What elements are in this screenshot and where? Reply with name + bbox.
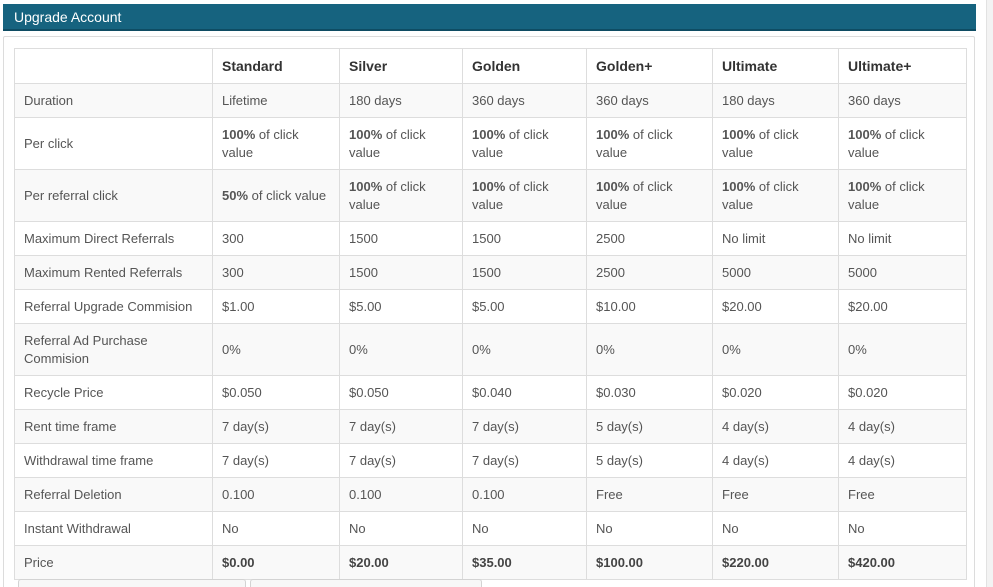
row-label: Referral Deletion (15, 478, 213, 512)
table-cell: 360 days (463, 84, 587, 118)
table-cell (587, 170, 713, 222)
table-cell: 300 (213, 222, 340, 256)
table-cell: 0% (340, 324, 463, 376)
cell-suffix: of click value (472, 178, 549, 212)
table-cell: 0% (839, 324, 967, 376)
table-row (15, 222, 967, 256)
table-cell: 4 day(s) (839, 444, 967, 478)
price-ultimate: $220.00 (713, 546, 839, 580)
percent-value: 100% (848, 126, 882, 142)
column-header-standard: Standard (213, 49, 340, 84)
table-cell: 1500 (463, 256, 587, 290)
percent-value: 100% (472, 126, 506, 142)
page-scrollbar[interactable] (986, 0, 993, 587)
table-cell: 5 day(s) (587, 410, 713, 444)
table-cell: No (213, 512, 340, 546)
table-cell: 0.100 (340, 478, 463, 512)
price-standard: $0.00 (213, 546, 340, 580)
percent-value: 100% (596, 178, 630, 194)
table-cell (713, 170, 839, 222)
table-cell: $0.020 (713, 376, 839, 410)
cell-suffix: of click value (596, 126, 673, 160)
percent-value: 100% (349, 126, 383, 142)
table-cell: $20.00 (839, 290, 967, 324)
table-cell: 7 day(s) (463, 410, 587, 444)
bottom-tab[interactable] (250, 579, 482, 587)
table-cell: 7 day(s) (340, 410, 463, 444)
table-row (15, 290, 967, 324)
table-cell: 0.100 (213, 478, 340, 512)
table-row (15, 324, 967, 376)
table-row (15, 546, 967, 580)
table-row (15, 84, 967, 118)
row-label: Referral Upgrade Commision (15, 290, 213, 324)
table-cell: Lifetime (213, 84, 340, 118)
table-cell: 5000 (713, 256, 839, 290)
table-cell: $5.00 (463, 290, 587, 324)
row-label: Rent time frame (15, 410, 213, 444)
row-label: Maximum Rented Referrals (15, 256, 213, 290)
cell-suffix: of click value (848, 178, 925, 212)
table-cell (587, 118, 713, 170)
table-cell: 1500 (340, 256, 463, 290)
table-cell (713, 118, 839, 170)
table-cell: 7 day(s) (340, 444, 463, 478)
table-cell: 1500 (463, 222, 587, 256)
table-row (15, 478, 967, 512)
row-label: Maximum Direct Referrals (15, 222, 213, 256)
table-cell: 7 day(s) (213, 444, 340, 478)
percent-value: 100% (722, 126, 756, 142)
table-cell (463, 170, 587, 222)
cell-suffix: of click value (722, 126, 799, 160)
table-cell (463, 118, 587, 170)
table-cell: $0.050 (340, 376, 463, 410)
table-cell: 300 (213, 256, 340, 290)
cell-suffix: of click value (722, 178, 799, 212)
percent-value: 100% (596, 126, 630, 142)
table-cell: Free (587, 478, 713, 512)
panel-title: Upgrade Account (3, 4, 976, 31)
table-row (15, 444, 967, 478)
table-cell: 360 days (839, 84, 967, 118)
table-cell: 7 day(s) (213, 410, 340, 444)
table-cell: $20.00 (713, 290, 839, 324)
row-label: Withdrawal time frame (15, 444, 213, 478)
cell-suffix: of click value (248, 187, 327, 203)
cell-suffix: of click value (222, 126, 299, 160)
table-cell: $10.00 (587, 290, 713, 324)
table-cell: No limit (713, 222, 839, 256)
table-row (15, 512, 967, 546)
table-row (15, 170, 967, 222)
column-header-empty (15, 49, 213, 84)
table-cell (213, 118, 340, 170)
table-cell: $0.030 (587, 376, 713, 410)
percent-value: 100% (472, 178, 506, 194)
table-cell: 7 day(s) (463, 444, 587, 478)
bottom-tab[interactable] (18, 579, 246, 587)
column-header-ultimate-plus: Ultimate+ (839, 49, 967, 84)
table-cell: $5.00 (340, 290, 463, 324)
table-cell: 180 days (340, 84, 463, 118)
percent-value: 100% (349, 178, 383, 194)
table-cell (839, 118, 967, 170)
column-header-golden-plus: Golden+ (587, 49, 713, 84)
table-row (15, 256, 967, 290)
column-header-golden: Golden (463, 49, 587, 84)
table-cell (340, 170, 463, 222)
table-cell: 0% (713, 324, 839, 376)
price-golden: $35.00 (463, 546, 587, 580)
table-cell: 0% (587, 324, 713, 376)
row-label: Instant Withdrawal (15, 512, 213, 546)
row-label: Recycle Price (15, 376, 213, 410)
table-cell (213, 170, 340, 222)
table-cell: 0% (463, 324, 587, 376)
table-cell: No (340, 512, 463, 546)
column-header-silver: Silver (340, 49, 463, 84)
table-cell: $0.020 (839, 376, 967, 410)
table-cell: 0.100 (463, 478, 587, 512)
table-cell: 5000 (839, 256, 967, 290)
table-cell: 4 day(s) (713, 410, 839, 444)
table-cell (839, 170, 967, 222)
table-cell: No (463, 512, 587, 546)
column-header-ultimate: Ultimate (713, 49, 839, 84)
percent-value: 100% (222, 126, 256, 142)
table-cell: $0.050 (213, 376, 340, 410)
percent-value: 100% (722, 178, 756, 194)
table-cell: 2500 (587, 222, 713, 256)
table-cell: No (713, 512, 839, 546)
price-ultimate-plus: $420.00 (839, 546, 967, 580)
table-cell: 180 days (713, 84, 839, 118)
cell-suffix: of click value (349, 126, 426, 160)
table-cell: Free (713, 478, 839, 512)
row-label: Referral Ad Purchase Commision (15, 324, 213, 376)
price-golden-plus: $100.00 (587, 546, 713, 580)
cell-suffix: of click value (349, 178, 426, 212)
table-cell: No (587, 512, 713, 546)
table-cell: 0% (213, 324, 340, 376)
table-cell: 4 day(s) (713, 444, 839, 478)
table-cell: 4 day(s) (839, 410, 967, 444)
table-cell: No (839, 512, 967, 546)
table-cell (340, 118, 463, 170)
table-cell: 1500 (340, 222, 463, 256)
cell-suffix: of click value (472, 126, 549, 160)
price-silver: $20.00 (340, 546, 463, 580)
row-label: Duration (15, 84, 213, 118)
row-label: Price (15, 546, 213, 580)
table-row (15, 118, 967, 170)
table-row (15, 410, 967, 444)
percent-value: 100% (848, 178, 882, 194)
table-cell: $0.040 (463, 376, 587, 410)
table-cell: 5 day(s) (587, 444, 713, 478)
table-cell: 360 days (587, 84, 713, 118)
percent-value: 50% (222, 187, 249, 203)
table-cell: $1.00 (213, 290, 340, 324)
cell-suffix: of click value (848, 126, 925, 160)
table-cell: No limit (839, 222, 967, 256)
row-label: Per referral click (15, 170, 213, 222)
cell-suffix: of click value (596, 178, 673, 212)
table-cell: Free (839, 478, 967, 512)
table-cell: 2500 (587, 256, 713, 290)
table-row (15, 376, 967, 410)
plans-comparison-table (14, 48, 967, 580)
table-header-row (15, 49, 967, 84)
row-label: Per click (15, 118, 213, 170)
